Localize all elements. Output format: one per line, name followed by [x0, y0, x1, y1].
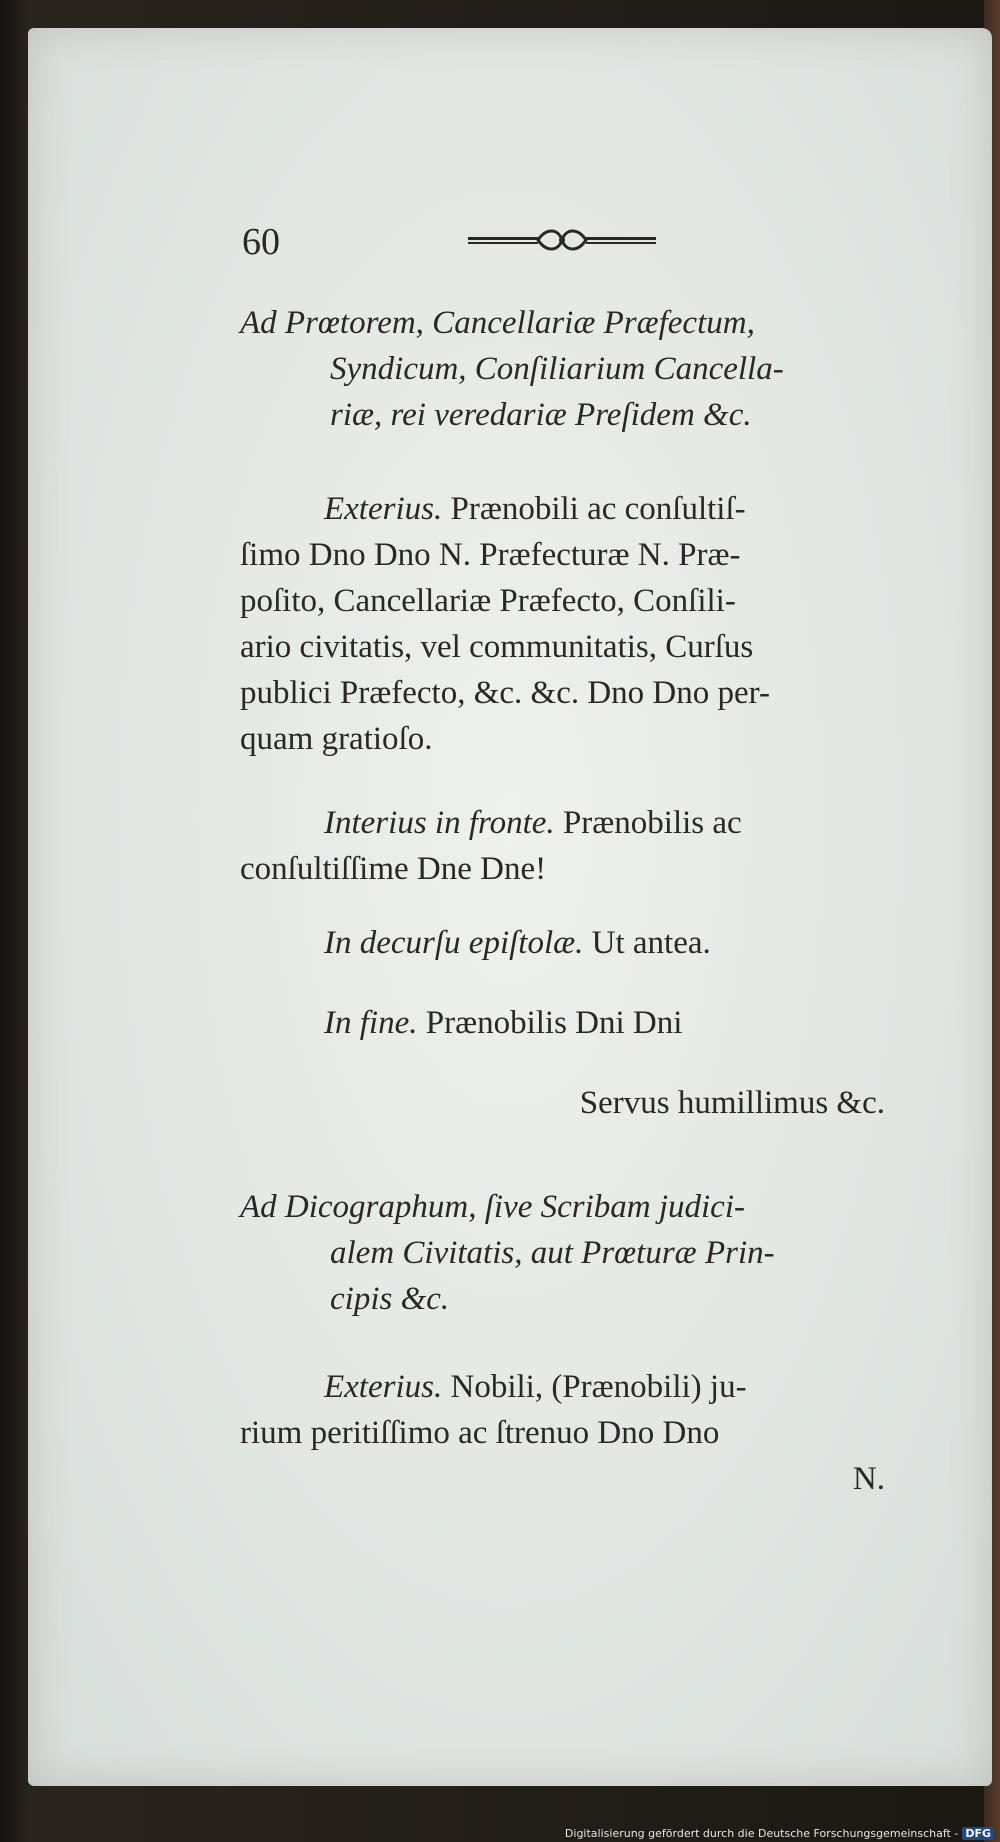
exterius-line: rium peritiſſimo ac ſtrenuo Dno Dno: [240, 1415, 720, 1451]
heading-dicographum: [240, 1184, 885, 1322]
interius-section-1: [240, 800, 885, 892]
decursu-label: In decurſu epiſtolæ.: [324, 925, 584, 961]
exterius-line: quam gratioſo.: [240, 721, 433, 757]
page-number: 60: [242, 221, 280, 263]
interius-label: Interius in fronte.: [324, 805, 555, 841]
heading-line: Ad Dicographum, ſive Scribam judici-: [240, 1189, 745, 1225]
exterius-line: Prænobili ac conſultiſ-: [450, 491, 746, 527]
heading-praetorem: [240, 300, 885, 438]
ornament-divider: [468, 228, 656, 252]
dfg-logo: DFG: [962, 1827, 994, 1840]
heading-line: riæ, rei veredariæ Preſidem &c.: [330, 397, 752, 433]
closing-text: Servus humillimus &c.: [579, 1085, 885, 1121]
heading-line: cipis &c.: [330, 1281, 450, 1317]
heading-line: alem Civitatis, aut Prœturæ Prin-: [330, 1235, 775, 1271]
fine-text: Prænobilis Dni Dni: [425, 1005, 683, 1041]
decursu-section-1: [240, 920, 885, 966]
exterius-section-2: [240, 1364, 885, 1502]
interius-line: conſultiſſime Dne Dne!: [240, 851, 547, 887]
exterius-section-1: [240, 486, 885, 762]
interius-line: Prænobilis ac: [562, 805, 742, 841]
exterius-line: ſimo Dno Dno N. Præfecturæ N. Præ-: [240, 537, 741, 573]
exterius-line: ario civitatis, vel communitatis, Curſus: [240, 629, 754, 665]
digitization-credit: [0, 1827, 1000, 1840]
closing-line-1: [240, 1080, 885, 1126]
exterius-line: N.: [852, 1461, 885, 1497]
heading-line: Ad Prœtorem, Cancellariæ Præfectum,: [240, 305, 755, 341]
fine-label: In fine.: [324, 1005, 418, 1041]
exterius-label: Exterius.: [324, 491, 443, 527]
credit-text: Digitalisierung gefördert durch die Deutsche Forschungsgemeinschaft -: [564, 1827, 959, 1840]
book-page: [28, 28, 992, 1786]
heading-line: Syndicum, Conſiliarium Cancella-: [330, 351, 784, 387]
exterius-line: poſito, Cancellariæ Præfecto, Conſili-: [240, 583, 736, 619]
exterius-line: Nobili, (Prænobili) ju-: [450, 1369, 747, 1405]
fine-section-1: [240, 1000, 885, 1046]
exterius-line: publici Præfecto, &c. &c. Dno Dno per-: [240, 675, 770, 711]
exterius-label: Exterius.: [324, 1369, 443, 1405]
decursu-text: Ut antea.: [591, 925, 711, 961]
